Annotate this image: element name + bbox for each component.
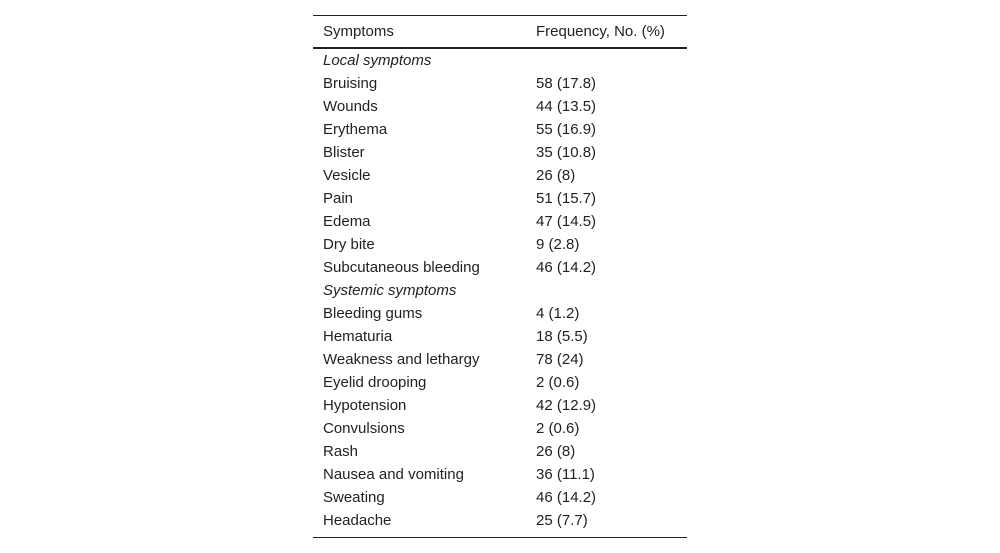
- section-empty-cell: [526, 48, 687, 72]
- table-row: [313, 394, 687, 417]
- symptom-cell: Edema: [323, 213, 371, 230]
- frequency-cell: 42 (12.9): [536, 397, 597, 414]
- symptom-cell: Bruising: [323, 75, 378, 92]
- frequency-cell: 36 (11.1): [536, 466, 595, 483]
- table-row: [313, 348, 687, 371]
- symptom-cell: Nausea and vomiting: [323, 466, 464, 483]
- symptom-cell: Hypotension: [323, 397, 407, 414]
- frequency-cell: 55 (16.9): [536, 121, 597, 138]
- frequency-cell: 2 (0.6): [536, 374, 580, 391]
- header-symptoms: Symptoms: [323, 23, 394, 40]
- table-row: [313, 509, 687, 538]
- frequency-cell: 9 (2.8): [536, 236, 580, 253]
- table-row: [313, 233, 687, 256]
- table-row: [313, 95, 687, 118]
- table-row: [313, 118, 687, 141]
- table-row: [313, 256, 687, 279]
- symptom-cell: Convulsions: [323, 420, 405, 437]
- frequency-cell: 46 (14.2): [536, 259, 597, 276]
- table-row: [313, 302, 687, 325]
- frequency-cell: 26 (8): [536, 443, 576, 460]
- section-header-row: [313, 48, 687, 72]
- frequency-cell: 51 (15.7): [536, 190, 597, 207]
- frequency-cell: 2 (0.6): [536, 420, 580, 437]
- table-row: [313, 463, 687, 486]
- symptom-cell: Eyelid drooping: [323, 374, 427, 391]
- symptom-cell: Headache: [323, 512, 392, 529]
- table-row: [313, 486, 687, 509]
- symptom-cell: Wounds: [323, 98, 378, 115]
- frequency-cell: 47 (14.5): [536, 213, 597, 230]
- symptom-cell: Rash: [323, 443, 359, 460]
- frequency-cell: 58 (17.8): [536, 75, 597, 92]
- symptom-cell: Subcutaneous bleeding: [323, 259, 480, 276]
- frequency-cell: 46 (14.2): [536, 489, 597, 506]
- symptom-cell: Pain: [323, 190, 354, 207]
- section-title: Systemic symptoms: [323, 282, 457, 299]
- table-row: [313, 371, 687, 394]
- header-row: [313, 16, 687, 49]
- table-row: [313, 440, 687, 463]
- symptoms-table-container: [313, 15, 687, 538]
- table-row: [313, 325, 687, 348]
- section-header-row: [313, 279, 687, 302]
- header-frequency: Frequency, No. (%): [536, 23, 665, 40]
- symptom-cell: Vesicle: [323, 167, 371, 184]
- symptom-cell: Dry bite: [323, 236, 375, 253]
- symptom-cell: Bleeding gums: [323, 305, 423, 322]
- frequency-cell: 25 (7.7): [536, 512, 588, 529]
- table-row: [313, 187, 687, 210]
- frequency-cell: 4 (1.2): [536, 305, 580, 322]
- table-row: [313, 164, 687, 187]
- table-row: [313, 141, 687, 164]
- table-row: [313, 210, 687, 233]
- section-title: Local symptoms: [323, 52, 432, 69]
- table-row: [313, 417, 687, 440]
- table-row: [313, 72, 687, 95]
- symptoms-table: [313, 15, 687, 538]
- symptom-cell: Blister: [323, 144, 365, 161]
- frequency-cell: 35 (10.8): [536, 144, 597, 161]
- frequency-cell: 44 (13.5): [536, 98, 597, 115]
- table-header: [313, 16, 687, 49]
- section-empty-cell: [526, 279, 687, 302]
- symptom-cell: Sweating: [323, 489, 385, 506]
- symptom-cell: Weakness and lethargy: [323, 351, 480, 368]
- table-body: [313, 48, 687, 538]
- frequency-cell: 78 (24): [536, 351, 584, 368]
- frequency-cell: 26 (8): [536, 167, 576, 184]
- symptom-cell: Hematuria: [323, 328, 393, 345]
- symptom-cell: Erythema: [323, 121, 388, 138]
- frequency-cell: 18 (5.5): [536, 328, 588, 345]
